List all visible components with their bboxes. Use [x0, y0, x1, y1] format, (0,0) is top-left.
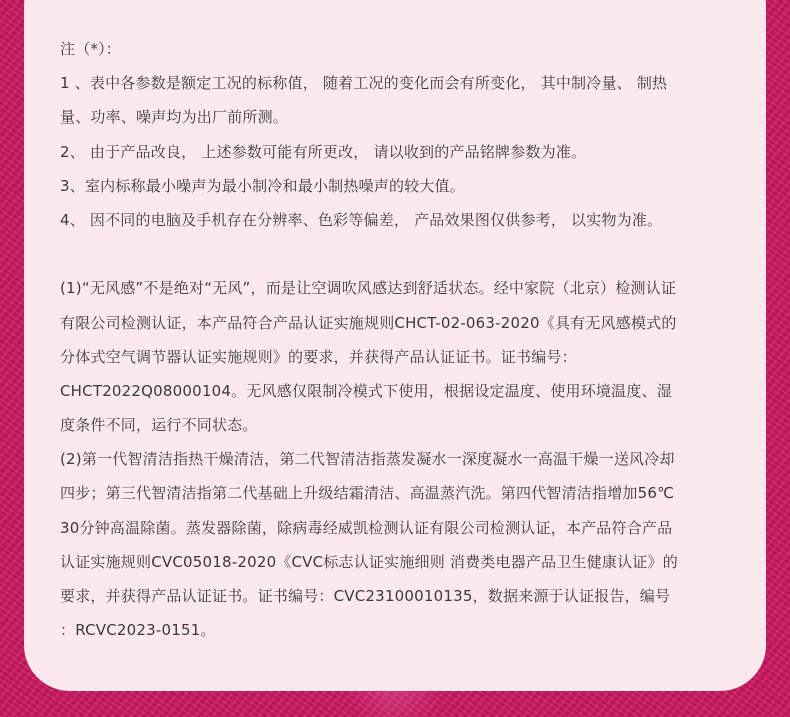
footnote-line: 分体式空气调节器认证实施规则》的要求，并获得产品认证证书。证书编号： — [60, 347, 577, 366]
notes-card — [24, 0, 766, 691]
note-line: 量、功率、噪声均为出厂前所测。 — [60, 108, 289, 127]
footnote-line: (2)第一代智清洁指热干燥清洁，第二代智清洁指蒸发凝水一深度凝水一高温干燥一送风冷却 — [60, 450, 675, 469]
footnote-line: 30分钟高温除菌。蒸发器除菌，除病毒经威凯检测认证有限公司检测认证，本产品符合产品 — [60, 518, 673, 537]
footnote-line: (1)“无风感”不是绝对“无风”，而是让空调吹风感达到舒适状态。经中家院（北京）检测认证 — [60, 279, 677, 298]
footnote-line: CHCT2022Q08000104。无风感仅限制冷模式下使用，根据设定温度、使用环境温度、湿 — [60, 381, 672, 400]
footnote-line: 四步；第三代智清洁指第二代基础上升级结霜清洁、高温蒸汽洗。第四代智清洁指增加56℃ — [60, 484, 675, 503]
footnote-line: 度条件不同，运行不同状态。 — [60, 416, 258, 435]
note-line: 4、 因不同的电脑及手机存在分辨率、色彩等偏差， 产品效果图仅供参考， 以实物为准。 — [60, 210, 663, 229]
footnote-line: ：RCVC2023-0151。 — [60, 621, 216, 640]
section-spacer — [60, 237, 746, 271]
notes-title: 注（*）： — [60, 40, 122, 58]
note-line: 2、 由于产品改良， 上述参数可能有所更改， 请以收到的产品铭牌参数为准。 — [60, 142, 587, 161]
note-line: 3、室内标称最小噪声为最小制冷和最小制热噪声的较大值。 — [60, 176, 465, 195]
footnote-line: 有限公司检测认证，本产品符合产品认证实施规则CHCT-02-063-2020《具有无风感模式的 — [60, 313, 677, 332]
footnote-line: 认证实施规则CVC05018-2020《CVC标志认证实施细则 消费类电器产品卫生健康认证》的 — [60, 552, 678, 571]
note-line: 1 、表中各参数是额定工况的标称值， 随着工况的变化而会有所变化， 其中制冷量、 制热 — [60, 74, 668, 93]
footnote-line: 要求，并获得产品认证证书。证书编号：CVC23100010135，数据来源于认证报告，编号 — [60, 587, 671, 605]
